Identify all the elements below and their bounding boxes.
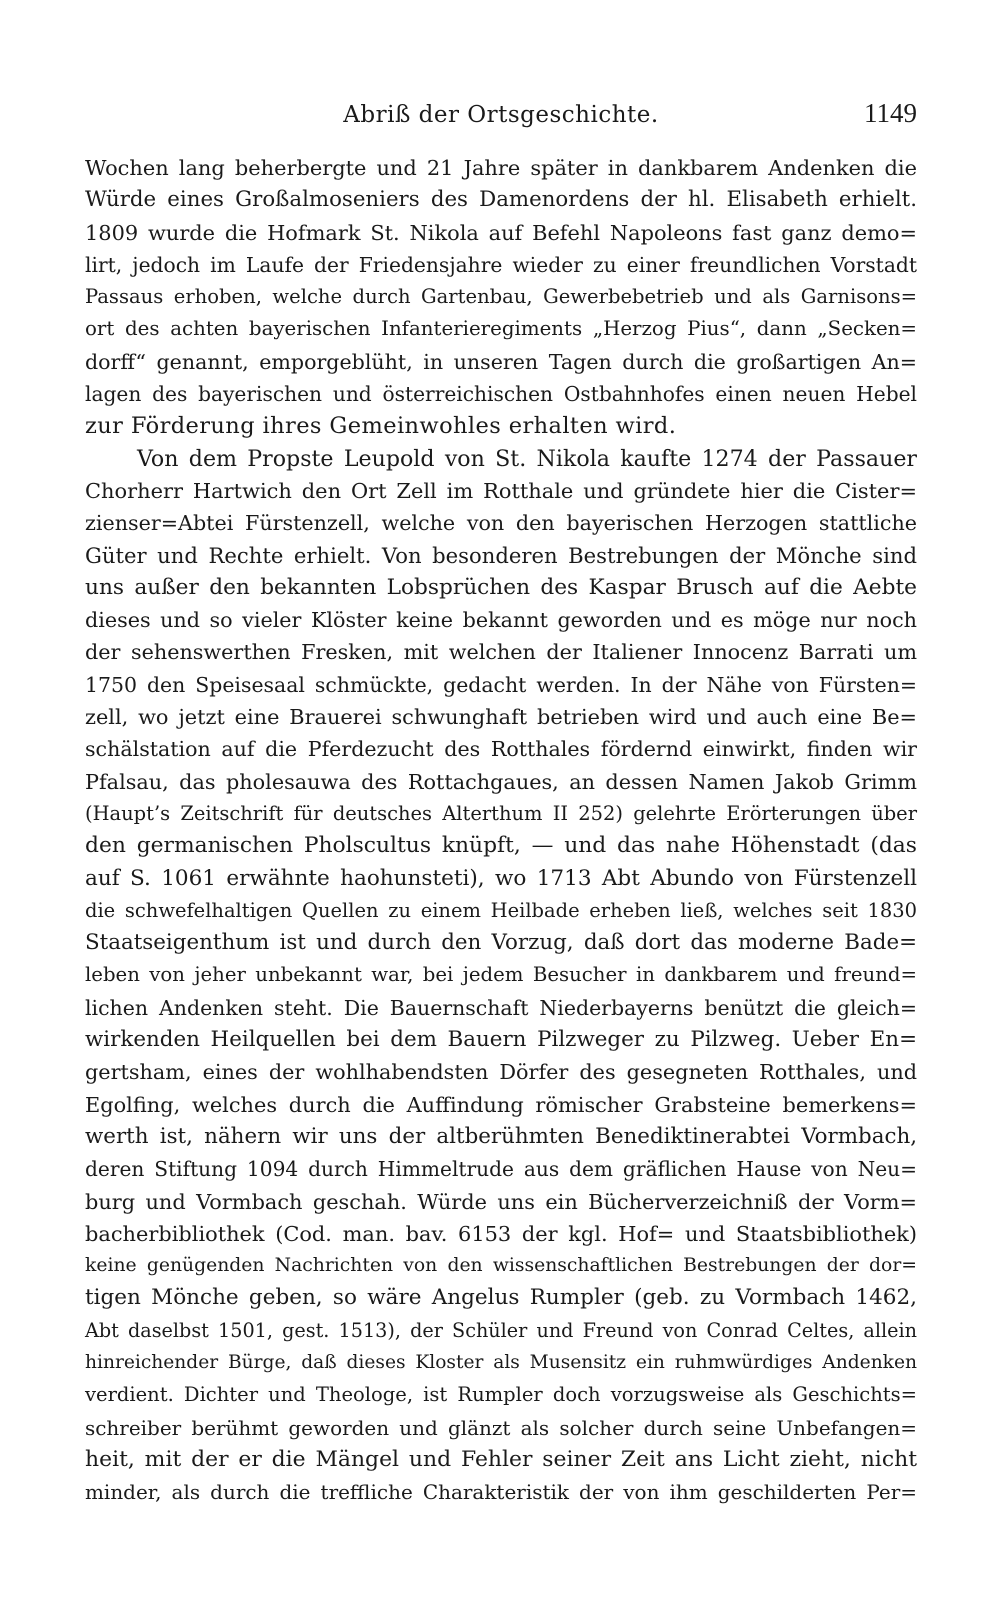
text-line: Güter und Rechte erhielt. Von besonderen Bestrebungen der Mönche sind: [85, 542, 917, 568]
text-line: auf S. 1061 erwähnte haohunsteti), wo 1713 Abt Abundo von Fürstenzell: [85, 865, 917, 891]
text-line: Von dem Propste Leupold von St. Nikola kaufte 1274 der Passauer: [137, 445, 917, 472]
text-line: lirt, jedoch im Laufe der Friedensjahre wieder zu einer freundlichen Vorstadt: [85, 252, 917, 277]
text-line: schälstation auf die Pferdezucht des Rotthales fördernd einwirkt, finden wir: [85, 737, 917, 762]
text-line: zell, wo jetzt eine Brauerei schwunghaft betrieben wird und auch eine Be=: [85, 705, 917, 730]
text-line: gertsham, eines der wohlhabendsten Dörfer des gesegneten Rotthales, und: [85, 1060, 917, 1085]
text-line: hinreichender Bürge, daß dieses Kloster als Musensitz ein ruhmwürdiges Andenken: [85, 1351, 917, 1373]
text-line: wirkenden Heilquellen bei dem Bauern Pilzweger zu Pilzweg. Ueber En=: [85, 1027, 917, 1053]
text-line: keine genügenden Nachrichten von den wissenschaftlichen Bestrebungen der dor=: [85, 1255, 917, 1277]
text-line: heit, mit der er die Mängel und Fehler seiner Zeit ans Licht zieht, nicht: [85, 1446, 917, 1472]
text-line: die schwefelhaltigen Quellen zu einem Heilbade erheben ließ, welches seit 1830: [85, 898, 917, 922]
text-line: schreiber berühmt geworden und glänzt als solcher durch seine Unbefangen=: [85, 1415, 917, 1440]
text-line: minder, als durch die treffliche Charakteristik der von ihm geschilderten Per=: [85, 1480, 917, 1505]
page-number: 1149: [864, 98, 917, 128]
text-line: werth ist, nähern wir uns der altberühmten Benediktinerabtei Vormbach,: [85, 1123, 917, 1149]
text-line: Pfalsau, das pholesauwa des Rottachgaues, an dessen Namen Jakob Grimm: [85, 769, 917, 794]
text-line: burg und Vormbach geschah. Würde uns ein Bücherverzeichniß der Vorm=: [85, 1189, 917, 1214]
text-line: den germanischen Pholscultus knüpft, — und das nahe Höhenstadt (das: [85, 833, 917, 859]
running-title: Abriß der Ortsgeschichte.: [343, 102, 659, 128]
text-line: lichen Andenken steht. Die Bauernschaft Niederbayerns benützt die gleich=: [85, 995, 917, 1020]
text-line: tigen Mönche geben, so wäre Angelus Rumpler (geb. zu Vormbach 1462,: [85, 1285, 917, 1311]
text-line: uns außer den bekannten Lobsprüchen des Kaspar Brusch auf die Aebte: [85, 574, 917, 600]
text-line: der sehenswerthen Fresken, mit welchen der Italiener Innocenz Barrati um: [85, 640, 917, 665]
text-line: ort des achten bayerischen Infanterieregiments „Herzog Pius“, dann „Secken=: [85, 317, 917, 341]
text-line: Staatseigenthum ist und durch den Vorzug, daß dort das moderne Bade=: [85, 930, 917, 956]
text-line: 1750 den Speisesaal schmückte, gedacht werden. In der Nähe von Fürsten=: [85, 672, 917, 697]
text-line: Abt daselbst 1501, gest. 1513), der Schüler und Freund von Conrad Celtes, allein: [85, 1318, 917, 1342]
text-line: zienser=Abtei Fürstenzell, welche von den bayerischen Herzogen stattliche: [85, 511, 917, 536]
text-line: lagen des bayerischen und österreichischen Ostbahnhofes einen neuen Hebel: [85, 382, 917, 407]
text-line: deren Stiftung 1094 durch Himmeltrude aus dem gräflichen Hause von Neu=: [85, 1157, 917, 1182]
text-line: bacherbibliothek (Cod. man. bav. 6153 der kgl. Hof= und Staatsbibliothek): [85, 1221, 917, 1246]
text-line: Chorherr Hartwich den Ort Zell im Rotthale und gründete hier die Cister=: [85, 478, 917, 503]
text-line: dorff“ genannt, emporgeblüht, in unseren Tagen durch die großartigen An=: [85, 349, 917, 374]
text-line: 1809 wurde die Hofmark St. Nikola auf Befehl Napoleons fast ganz demo=: [85, 220, 917, 245]
text-line: leben von jeher unbekannt war, bei jedem Besucher in dankbarem und freund=: [85, 963, 917, 987]
text-line: verdient. Dichter und Theologe, ist Rumpler doch vorzugsweise als Geschichts=: [85, 1383, 917, 1407]
text-line: (Haupt’s Zeitschrift für deutsches Alterthum II 252) gelehrte Erörterungen über: [85, 801, 917, 825]
text-line: Passaus erhoben, welche durch Gartenbau, Gewerbebetrieb und als Garnisons=: [85, 285, 917, 309]
text-line: dieses und so vieler Klöster keine bekannt geworden und es möge nur noch: [85, 608, 917, 633]
running-head: [85, 96, 917, 136]
text-line: Wochen lang beherbergte und 21 Jahre später in dankbarem Andenken die: [85, 156, 917, 180]
text-line: zur Förderung ihres Gemeinwohles erhalten wird.: [85, 413, 677, 440]
body-text: [85, 152, 917, 1508]
text-line: Würde eines Großalmoseniers des Damenordens der hl. Elisabeth erhielt.: [85, 187, 917, 213]
text-line: Egolfing, welches durch die Auffindung römischer Grabsteine bemerkens=: [85, 1092, 917, 1117]
